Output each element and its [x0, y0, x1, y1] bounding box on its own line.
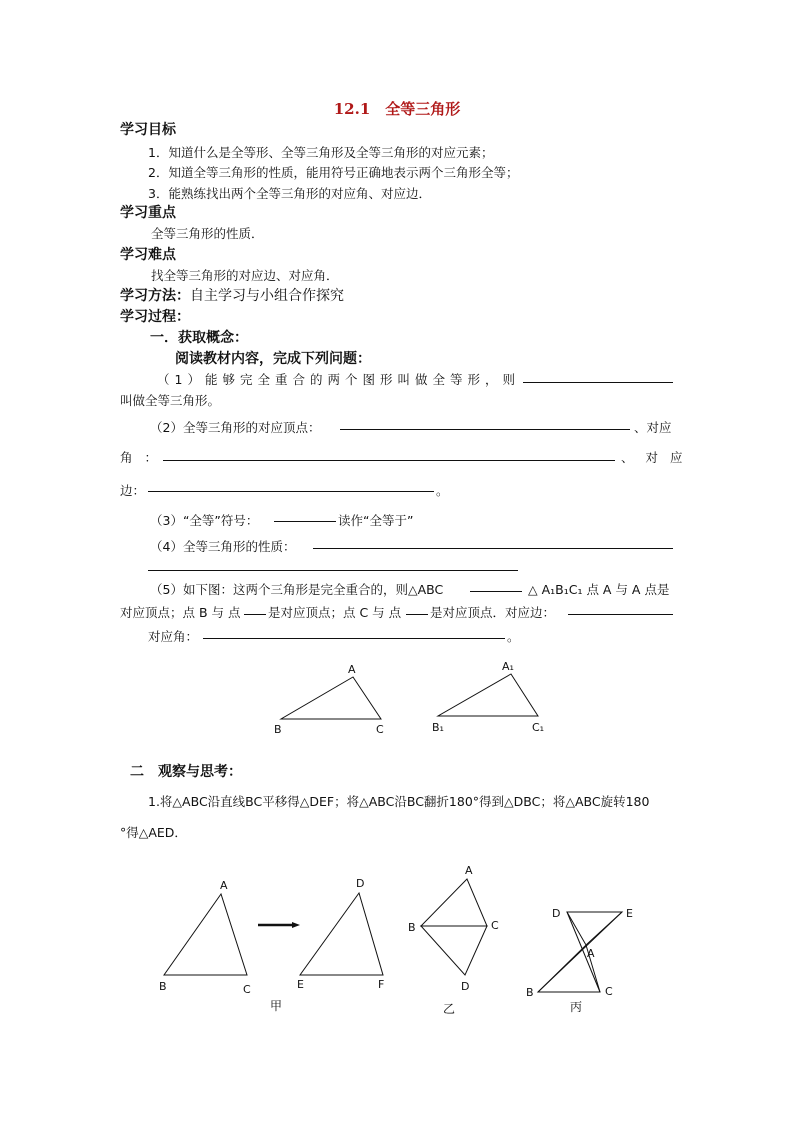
key-points-heading: 学习重点 [120, 205, 176, 221]
part1-heading: 一．获取概念： [150, 330, 248, 346]
arrow-head-icon [292, 922, 300, 928]
line-eb [538, 912, 622, 992]
page-title: 12.1 全等三角形 [333, 100, 461, 118]
label-b: B [274, 723, 282, 736]
objective-item-1: 1．知道什么是全等形、全等三角形及全等三角形的对应元素； [148, 145, 494, 160]
method-text: 自主学习与小组合作探究 [190, 288, 344, 304]
line-dc [567, 912, 600, 992]
caption-jia: 甲 [270, 999, 283, 1013]
jia-label-f: F [378, 978, 385, 991]
bing-label-b: B [526, 986, 534, 999]
jia-label-e: E [297, 978, 304, 991]
caption-yi: 乙 [443, 1002, 456, 1016]
q3-tail: 读作“全等于” [338, 513, 414, 528]
triangle-abc [274, 663, 384, 736]
q2-mid: 、对应 [634, 420, 672, 435]
bing-label-c: C [605, 985, 613, 998]
triangle-abc-jia [164, 894, 247, 975]
figure-jia [159, 877, 384, 1013]
q2-side-label: 边： [120, 483, 146, 498]
difficulty-text: 找全等三角形的对应边、对应角． [151, 268, 339, 283]
label-a1: A₁ [502, 660, 514, 673]
difficulty-heading: 学习难点 [120, 247, 176, 263]
q2-angle-label: 角： [120, 450, 170, 465]
part1-subheading: 阅读教材内容，完成下列问题： [175, 351, 371, 367]
q5-text-5: 是对应顶点．对应边： [430, 605, 556, 620]
q5-angle-label: 对应角： [148, 629, 199, 644]
method-heading: 学习方法： [120, 288, 190, 304]
triangle-a1b1c1 [432, 660, 544, 734]
triangle-dbc [421, 926, 487, 975]
q2-text: （2）全等三角形的对应顶点： [150, 420, 321, 435]
q4-text: （4）全等三角形的性质： [150, 539, 296, 554]
q5-text: （5）如下图：这两个三角形是完全重合的，则△ABC [150, 582, 444, 597]
process-heading: 学习过程： [120, 309, 190, 325]
bing-label-a: A [587, 947, 595, 960]
bing-label-d: D [552, 907, 561, 920]
label-a: A [348, 663, 356, 676]
part2-text: 1.将△ABC沿直线BC平移得△DEF；将△ABC沿BC翻折180°得到△DBC；将△ABC旋转180 [148, 794, 650, 809]
q1-text: （1）能够完全重合的两个图形叫做全等形，则 [157, 372, 520, 387]
key-points-text: 全等三角形的性质． [151, 226, 264, 241]
q2-end: 。 [436, 483, 449, 498]
q5-text-4: 是对应顶点；点 C 与 点 [268, 605, 402, 620]
figure-yi [408, 864, 499, 1016]
yi-label-c: C [491, 919, 499, 932]
label-c: C [376, 723, 384, 736]
jia-label-a: A [220, 879, 228, 892]
triangle-def [300, 893, 383, 975]
triangle-abc-yi [421, 879, 487, 926]
triangle-a1b1c1-shape [438, 674, 538, 716]
q5-text-3: 对应顶点；点 B 与 点 [120, 605, 241, 620]
part2-text-2: °得△AED． [120, 825, 187, 840]
yi-label-a: A [465, 864, 473, 877]
q3-text: （3）“全等”符号： [150, 513, 259, 528]
caption-bing: 丙 [570, 1000, 583, 1014]
jia-label-d: D [356, 877, 365, 890]
bing-label-e: E [626, 907, 633, 920]
jia-label-b: B [159, 980, 167, 993]
objective-item-3: 3．能熟练找出两个全等三角形的对应角、对应边． [148, 186, 431, 201]
triangle-aed [567, 912, 622, 945]
label-c1: C₁ [532, 721, 545, 734]
q5-text-2: △ A₁B₁C₁ 点 A 与 A 点是 [528, 582, 670, 597]
yi-label-b: B [408, 921, 416, 934]
q1-tail: 叫做全等三角形。 [120, 393, 221, 408]
objectives-heading: 学习目标 [120, 122, 176, 138]
label-b1: B₁ [432, 721, 444, 734]
yi-label-d: D [461, 980, 470, 993]
q2-mid-2: 、对应 [621, 450, 695, 465]
triangle-abc-shape [281, 677, 381, 719]
jia-label-c: C [243, 983, 251, 996]
q5-end: 。 [507, 629, 520, 644]
part2-heading: 二 观察与思考： [130, 764, 242, 780]
objective-item-2: 2．知道全等三角形的性质，能用符号正确地表示两个三角形全等； [148, 165, 519, 180]
figure-bing [526, 907, 633, 1014]
